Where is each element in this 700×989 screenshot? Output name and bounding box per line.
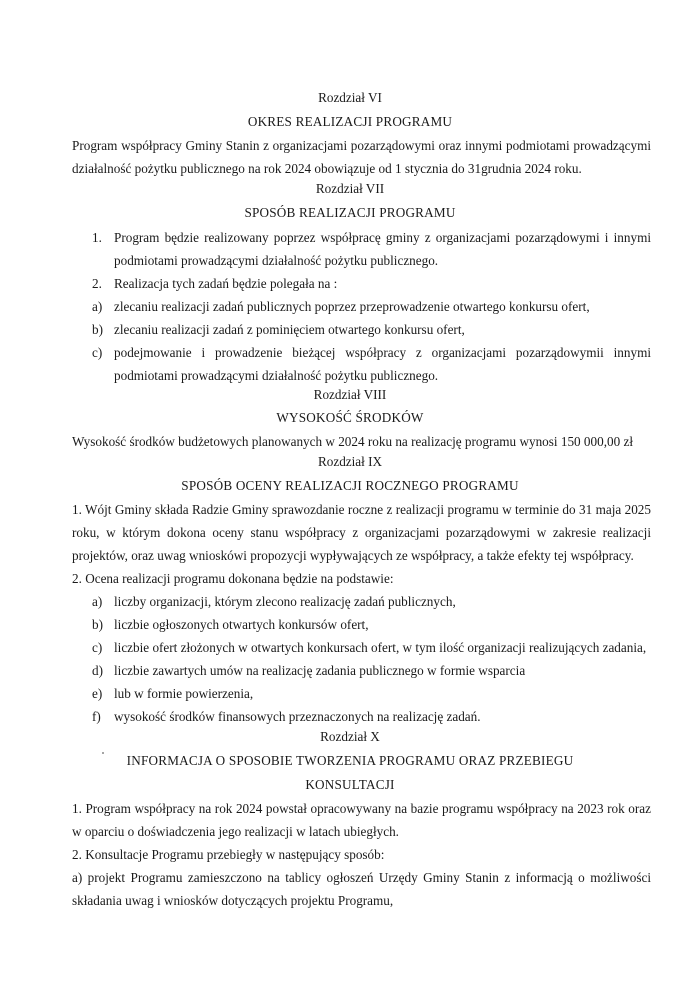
chapter-9-paragraph-1-line-3: projektów, oraz uwag wnioskówi propozycji wypływających ze współpracy, a także efekty tej współpracy. (72, 548, 634, 563)
chapter-10-paragraph-1-line-2: w oparciu o doświadczenia jego realizacji w latach ubiegłych. (72, 824, 399, 839)
eval-item-f: wysokość środków finansowych przeznaczonych na realizację zadań. (114, 709, 481, 724)
chapter-7-title: SPOSÓB REALIZACJI PROGRAMU (244, 205, 456, 220)
chapter-8-paragraph: Wysokość środków budżetowych planowanych w 2024 roku na realizację programu wynosi 150 000,00 zł (72, 434, 634, 449)
eval-item-a: liczby organizacji, którym zlecono realizację zadań publicznych, (114, 594, 456, 609)
chapter-9-heading: Rozdział IX (317, 454, 383, 469)
chapter-10-heading: Rozdział X (320, 729, 380, 744)
chapter-10-item-a-line-1: a) projekt Programu zamieszczono na tablicy ogłoszeń Urzędy Gminy Stanin z informacją o możliwości (72, 870, 651, 885)
chapter-10-paragraph-2: 2. Konsultacje Programu przebiegły w następujący sposób: (72, 847, 385, 862)
list-item-b: zlecaniu realizacji zadań z pominięciem otwartego konkursu ofert, (114, 322, 465, 337)
chapter-8-title: WYSOKOŚĆ ŚRODKÓW (276, 410, 424, 425)
chapter-6-heading: Rozdział VI (318, 90, 382, 105)
eval-item-d: liczbie zawartych umów na realizację zadania publicznego w formie wsparcia (114, 663, 526, 678)
chapter-10-title-line-1: INFORMACJA O SPOSOBIE TWORZENIA PROGRAMU ORAZ PRZEBIEGU (126, 753, 574, 768)
chapter-9-paragraph-1-line-2: roku, w którym dokona oceny stanu współpracy z organizacjami pozarządowymi w zakresie realizacji (72, 525, 651, 540)
list-marker-2: 2. (92, 276, 102, 291)
eval-marker-f: f) (92, 709, 101, 724)
eval-marker-a: a) (92, 594, 103, 609)
list-marker-b: b) (92, 322, 103, 337)
chapter-10-item-a-line-2: składania uwag i wniosków dotyczących projektu Programu, (72, 893, 394, 908)
chapter-6-paragraph-line-2: działalność pożytku publicznego na rok 2024 obowiązuje od 1 stycznia do 31grudnia 2024 roku. (72, 161, 582, 176)
eval-item-e: lub w formie powierzenia, (114, 686, 254, 701)
list-marker-a: a) (92, 299, 103, 314)
eval-item-b: liczbie ogłoszonych otwartych konkursów ofert, (114, 617, 369, 632)
list-item-1-line-2: podmiotami prowadzącymi działalność pożytku publicznego. (114, 253, 439, 268)
chapter-6-title: OKRES REALIZACJI PROGRAMU (247, 114, 453, 129)
list-item-2: Realizacja tych zadań będzie polegała na : (114, 276, 338, 291)
list-marker-c: c) (92, 345, 103, 360)
chapter-8-heading: Rozdział VIII (313, 387, 387, 402)
eval-item-c: liczbie ofert złożonych w otwartych konkursach ofert, w tym ilość organizacji realizujących zadania, (114, 640, 647, 655)
list-marker-1: 1. (92, 230, 102, 245)
eval-marker-c: c) (92, 640, 103, 655)
eval-marker-e: e) (92, 686, 103, 701)
chapter-10-paragraph-1-line-1: 1. Program współpracy na rok 2024 powstał opracowywany na bazie programu współpracy na 2023 rok oraz (72, 801, 651, 816)
list-item-c-line-2: podmiotami prowadzącymi działalność pożytku publicznego. (114, 368, 439, 383)
list-item-a: zlecaniu realizacji zadań publicznych poprzez przeprowadzenie otwartego konkursu ofert, (114, 299, 590, 314)
chapter-6-paragraph-line-1: Program współpracy Gminy Stanin z organizacjami pozarządowymi oraz innymi podmiotami prowadzącymi (72, 138, 651, 153)
chapter-10-title-line-2: KONSULTACJI (305, 777, 395, 792)
eval-marker-d: d) (92, 663, 103, 678)
chapter-9-paragraph-2: 2. Ocena realizacji programu dokonana będzie na podstawie: (72, 571, 394, 586)
chapter-9-title: SPOSÓB OCENY REALIZACJI ROCZNEGO PROGRAMU (181, 478, 519, 493)
list-item-c-line-1: podejmowanie i prowadzenie bieżącej współpracy z organizacjami pozarządowymii innymi (114, 345, 651, 360)
chapter-9-paragraph-1-line-1: 1. Wójt Gminy składa Radzie Gminy sprawozdanie roczne z realizacji programu w terminie do 31 maja 2025 (72, 502, 651, 517)
chapter-7-heading: Rozdział VII (315, 181, 385, 196)
list-item-1-line-1: Program będzie realizowany poprzez współpracę gminy z organizacjami pozarządowymi i innymi (114, 230, 651, 245)
eval-marker-b: b) (92, 617, 103, 632)
